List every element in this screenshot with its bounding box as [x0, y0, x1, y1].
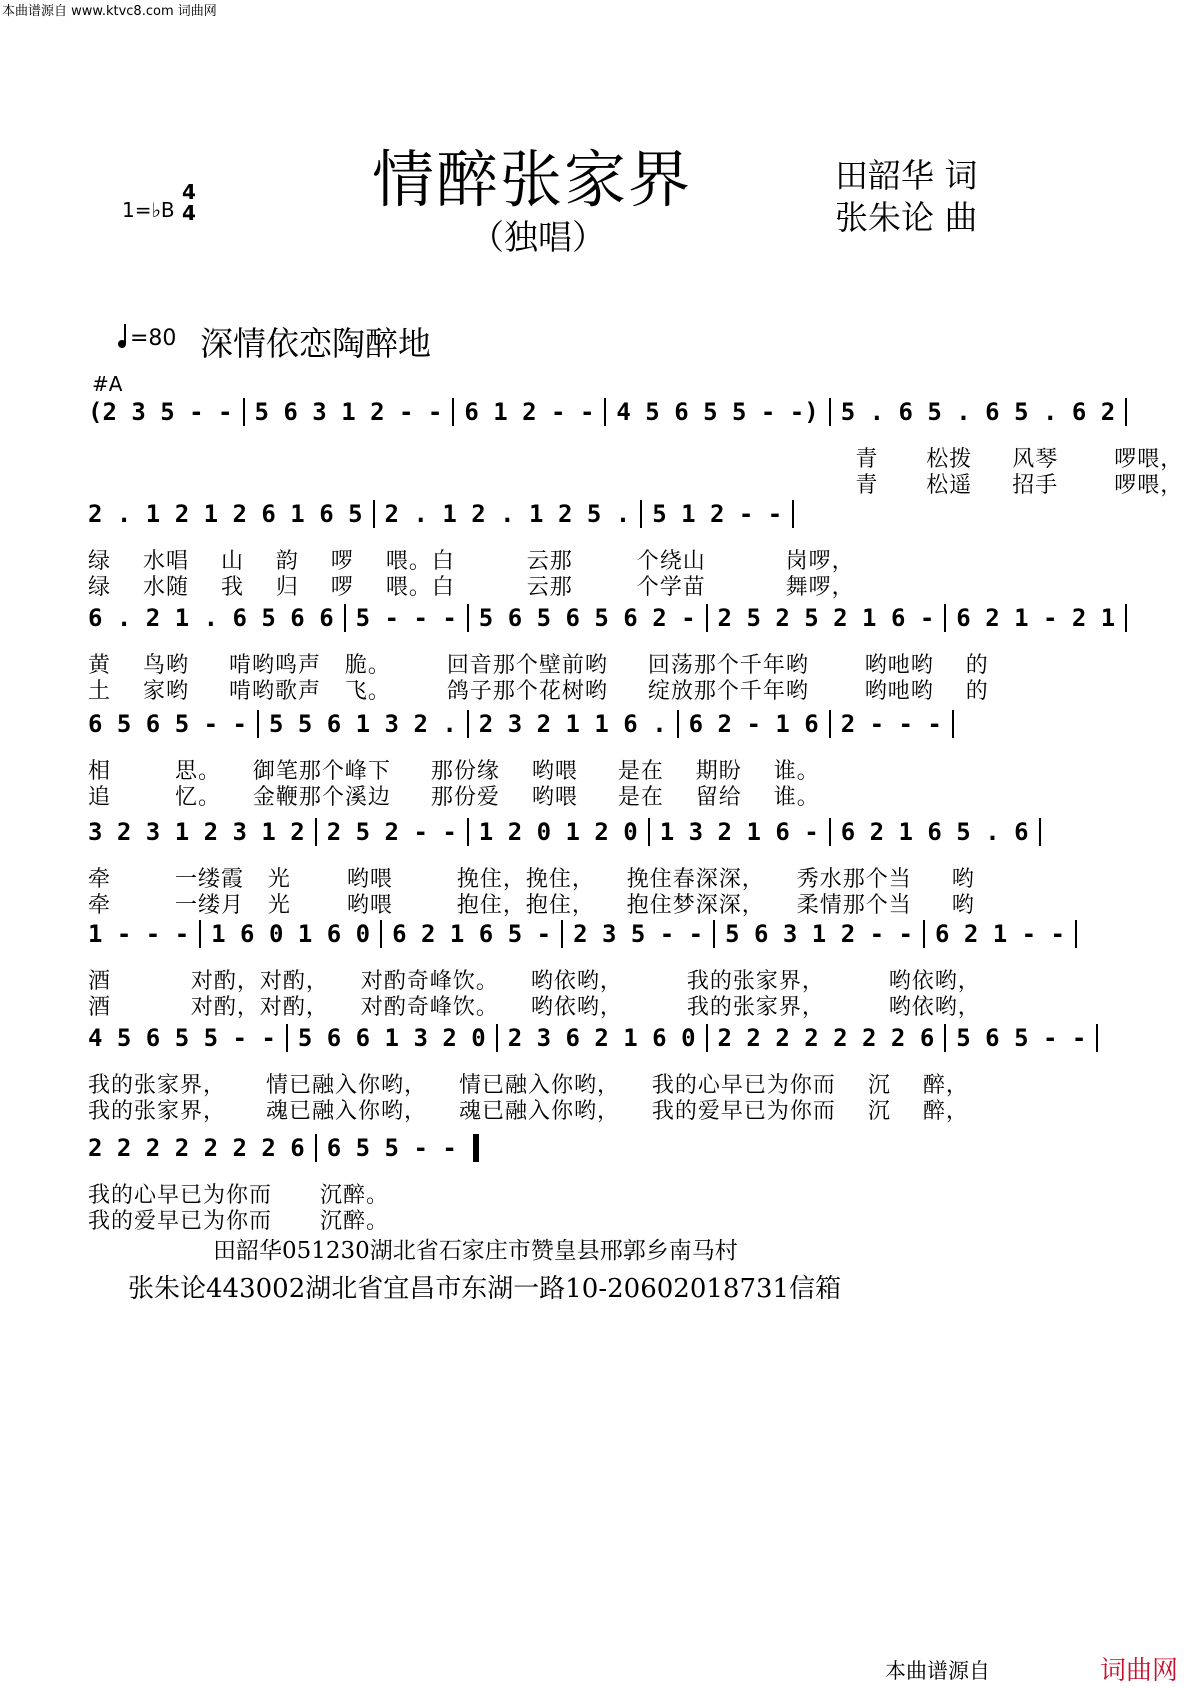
- key-signature: 1=♭B: [122, 198, 175, 222]
- measure: 6 2 - 1 6: [679, 710, 831, 738]
- tempo-marking: [118, 326, 176, 351]
- lyric-line-verse1: 相 思。 御笔那个峰下 那份缘 哟喂 是在 期盼 谁。: [88, 759, 820, 784]
- measure: 2 3 2 1 1 6 .: [469, 710, 679, 738]
- lyric-line-verse2: 我的爱早已为你而 沉醉。: [88, 1209, 389, 1234]
- footer-source-text: 本曲谱源自: [885, 1659, 990, 1683]
- measure: 6 1 2 - -: [454, 398, 606, 426]
- lyric-line-verse1: 我的张家界， 情已融入你哟， 情已融入你哟， 我的心早已为你而 沉 醉，: [88, 1073, 969, 1098]
- expression-marking: 深情依恋陶醉地: [200, 324, 431, 363]
- footer-logo: 词曲网: [1100, 1656, 1179, 1686]
- lyric-line-verse2: 青 松遥 招手 啰喂，: [88, 473, 1184, 498]
- measure: 2 - - -: [831, 710, 954, 738]
- measure: 2 5 2 - -: [317, 818, 469, 846]
- time-signature-top: 4: [182, 180, 196, 204]
- measure: 2 . 1 2 1 2 6 1 6 5: [88, 500, 375, 528]
- song-title: 情醉张家界: [372, 143, 693, 216]
- notation-row: [88, 604, 1116, 632]
- measure: 5 1 2 - -: [642, 500, 794, 528]
- lyric-line-verse1: 牵 一缕霞 光 哟喂 挽住，挽住， 挽住春深深， 秀水那个当 哟: [88, 867, 975, 892]
- notation-row: [88, 920, 1065, 948]
- measure: 3 2 3 1 2 3 1 2: [88, 818, 317, 846]
- lyricist-credit: 田韶华 词: [835, 156, 978, 195]
- measure: 6 2 1 - -: [925, 920, 1077, 948]
- measure: 5 6 3 1 2 - -: [245, 398, 455, 426]
- lyric-line-verse1: 酒 对酌，对酌， 对酌奇峰饮。 哟依哟， 我的张家界， 哟依哟，: [88, 969, 981, 994]
- measure: 6 . 2 1 . 6 5 6 6: [88, 604, 346, 632]
- measure: 1 2 0 1 2 0: [469, 818, 650, 846]
- measure: 6 2 1 6 5 -: [382, 920, 563, 948]
- measure: 1 6 0 1 6 0: [201, 920, 382, 948]
- measure: 5 6 5 - -: [946, 1024, 1098, 1052]
- lyric-line-verse1: 黄 鸟哟 啃哟鸣声 脆。 回音那个壁前哟 回荡那个千年哟 哟吔哟 的: [88, 653, 989, 678]
- notation-row: [88, 710, 1060, 738]
- measure: 6 2 1 6 5 . 6: [831, 818, 1041, 846]
- lyric-line-verse1: 绿 水唱 山 韵 啰 喂。白 云那 个绕山 岗啰，: [88, 549, 855, 574]
- header-source-text: 本曲谱源自 www.ktvc8.com 词曲网: [2, 4, 217, 19]
- measure: 2 . 1 2 . 1 2 5 .: [375, 500, 643, 528]
- measure: 5 6 6 1 3 2 0: [288, 1024, 498, 1052]
- lyricist-address: 田韶华051230湖北省石家庄市赞皇县邢郭乡南马村: [213, 1238, 738, 1264]
- lyric-line-verse2: 土 家哟 啃哟歌声 飞。 鸽子那个花树哟 绽放那个千年哟 哟吔哟 的: [88, 679, 989, 704]
- tempo-value: =80: [130, 326, 177, 351]
- measure: 2 3 5 - -: [563, 920, 715, 948]
- notation-row: [88, 398, 1116, 426]
- measure: 5 5 6 1 3 2 .: [259, 710, 469, 738]
- measure: 4 5 6 5 5 - -: [88, 1024, 288, 1052]
- measure: 2 2 2 2 2 2 2 6: [88, 1134, 317, 1162]
- measure: 5 6 3 1 2 - -: [715, 920, 925, 948]
- lyric-line-verse2: 追 忆。 金鞭那个溪边 那份爱 哟喂 是在 留给 谁。: [88, 785, 820, 810]
- notation-row: [88, 818, 1060, 846]
- measure: 5 6 5 6 5 6 2 -: [469, 604, 708, 632]
- notation-row: [88, 500, 1060, 528]
- notation-row: [88, 1024, 1087, 1052]
- measure: (2 3 5 - -: [88, 398, 245, 426]
- modulation-marking: #A: [92, 372, 123, 396]
- measure: 1 - - -: [88, 920, 201, 948]
- lyric-line-verse2: 牵 一缕月 光 哟喂 抱住，抱住， 抱住梦深深， 柔情那个当 哟: [88, 893, 975, 918]
- time-signature: [182, 182, 196, 224]
- time-signature-bottom: 4: [182, 201, 196, 225]
- song-subtitle: （独唱）: [470, 218, 606, 258]
- measure: 2 2 2 2 2 2 2 6: [708, 1024, 947, 1052]
- measure: 2 3 6 2 1 6 0: [498, 1024, 708, 1052]
- composer-credit: 张朱论 曲: [835, 198, 978, 237]
- quarter-note-icon: [118, 340, 126, 348]
- notation-row: [88, 1134, 1060, 1162]
- lyric-line-verse2: 我的张家界， 魂已融入你哟， 魂已融入你哟， 我的爱早已为你而 沉 醉，: [88, 1099, 969, 1124]
- composer-address: 张朱论443002湖北省宜昌市东湖一路10-20602018731信箱: [128, 1274, 842, 1304]
- measure: 6 5 6 5 - -: [88, 710, 259, 738]
- lyric-line-verse1: 青 松拨 风琴 啰喂，: [88, 447, 1184, 472]
- measure: 2 5 2 5 2 1 6 -: [708, 604, 947, 632]
- measure: 6 2 1 - 2 1: [946, 604, 1127, 632]
- lyric-line-verse2: 酒 对酌，对酌， 对酌奇峰饮。 哟依哟， 我的张家界， 哟依哟，: [88, 995, 981, 1020]
- lyric-line-verse2: 绿 水随 我 归 啰 喂。白 云那 个学苗 舞啰，: [88, 575, 855, 600]
- measure: 4 5 6 5 5 - -): [606, 398, 830, 426]
- lyric-line-verse1: 我的心早已为你而 沉醉。: [88, 1183, 389, 1208]
- measure: 6 5 5 - -: [317, 1134, 479, 1162]
- measure: 5 . 6 5 . 6 5 . 6 2: [831, 398, 1128, 426]
- measure: 5 - - -: [346, 604, 469, 632]
- measure: 1 3 2 1 6 -: [650, 818, 831, 846]
